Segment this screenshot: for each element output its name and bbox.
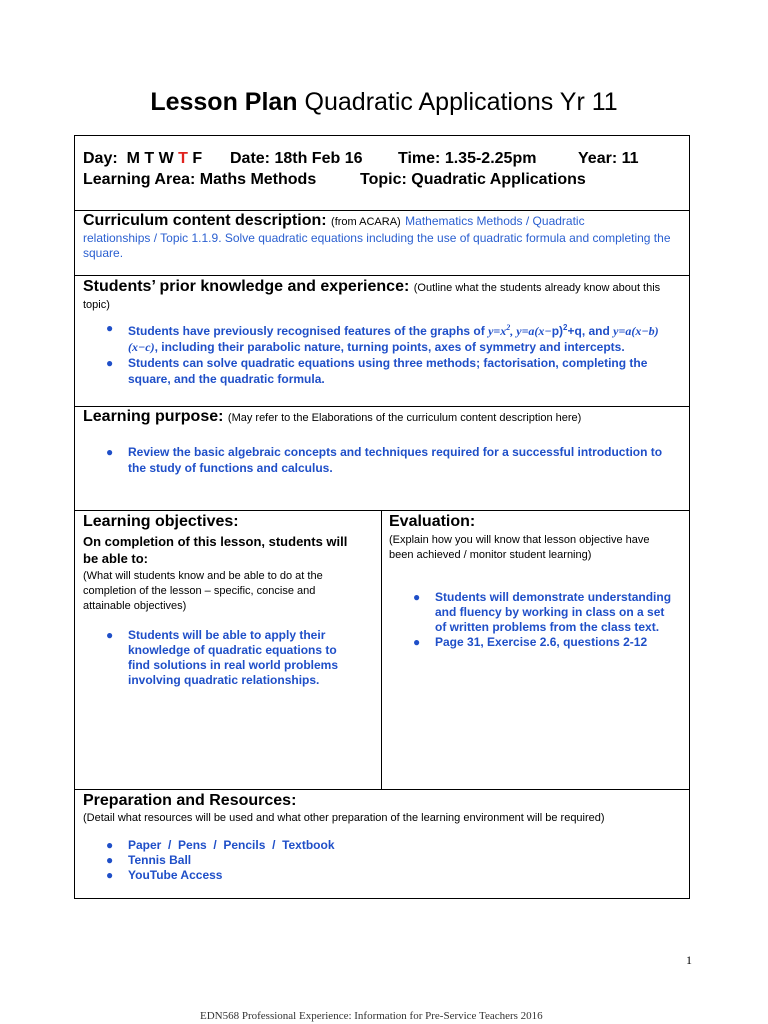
page-number: 1 — [686, 953, 692, 967]
lesson-plan-table — [74, 135, 690, 899]
resources-note: (Detail what resources will be used and what other preparation of the learning environment will be required) — [83, 812, 605, 824]
evaluation-heading: Evaluation: — [389, 513, 476, 530]
list-item: ● Tennis Ball — [106, 853, 192, 867]
learning-purpose-section — [83, 408, 683, 476]
list-item: ● Page 31, Exercise 2.6, questions 2-12 — [413, 635, 648, 649]
title-rest: Quadratic Applications Yr 11 — [304, 88, 618, 116]
curriculum-note: (from ACARA) — [331, 216, 401, 228]
date-field: Date: 18th Feb 16 — [230, 150, 363, 167]
bullet-icon: ● — [106, 628, 114, 642]
objectives-sub: On completion of this lesson, students will be able to: — [83, 534, 348, 566]
year-field: Year: 11 — [578, 150, 639, 167]
time-field: Time: 1.35-2.25pm — [398, 150, 537, 167]
curriculum-section — [83, 213, 683, 261]
column-divider — [381, 510, 382, 789]
header-section — [83, 150, 683, 210]
footer-text: EDN568 Professional Experience: Information for Pre-Service Teachers 2016 — [200, 1010, 543, 1022]
purpose-note: (May refer to the Elaborations of the curriculum content description here) — [227, 412, 582, 424]
objectives-heading: Learning objectives: — [83, 513, 239, 530]
evaluation-section — [389, 513, 684, 650]
list-item: ● Students have previously recognised features of the graphs of $y=x^2$, $y=a(x-p)^2+q$, and y=a(x−b)(x−c), including their parabolic nature, turning points, axes of symmetry and intercepts. — [106, 321, 659, 354]
resources-heading: Preparation and Resources: — [83, 792, 297, 809]
resources-list — [106, 838, 683, 883]
objectives-section — [83, 513, 373, 688]
evaluation-note: (Explain how you will know that lesson objective have been achieved / monitor student learning) — [389, 534, 650, 561]
prior-knowledge-section — [83, 279, 683, 387]
title-bold: Lesson Plan — [150, 88, 298, 116]
list-item: ● Students will demonstrate understanding and fluency by working in class on a set of written problems from the class text. — [413, 590, 672, 634]
curriculum-heading: Curriculum content description: — [83, 212, 327, 229]
objectives-note: (What will students know and be able to do at the completion of the lesson – specific, concise and attainable objectives) — [83, 570, 323, 612]
bullet-icon: ● — [106, 321, 114, 335]
list-item: ● YouTube Access — [106, 868, 223, 882]
curriculum-text: Solve quadratic equations including the use of quadratic formula and completing the square. — [83, 231, 671, 260]
divider — [75, 510, 689, 511]
curriculum-link-1: Mathematics Methods / Quadratic — [405, 214, 585, 228]
bullet-icon: ● — [106, 445, 114, 459]
topic-field: Topic: Quadratic Applications — [360, 171, 586, 188]
purpose-list — [106, 444, 676, 476]
prior-note: (Outline what the students already know about this topic) — [83, 282, 661, 311]
resources-section — [83, 792, 683, 883]
purpose-heading: Learning purpose: — [83, 408, 224, 425]
bullet-icon: ● — [106, 868, 114, 882]
list-item: ● Review the basic algebraic concepts and techniques required for a successful introduction to the study of functions and calculus. — [106, 445, 663, 475]
bullet-icon: ● — [413, 590, 421, 604]
divider — [75, 210, 689, 211]
bullet-icon: ● — [106, 356, 114, 370]
divider — [75, 789, 689, 790]
page-title — [0, 88, 768, 117]
list-item: ● Students will be able to apply their knowledge of quadratic equations to find solutions in real world problems involving quadratic relationships. — [106, 628, 339, 687]
list-item: ● Students can solve quadratic equations using three methods; factorisation, completing the square, and the quadratic formula. — [106, 356, 648, 386]
day-field: Day: M T W T F — [83, 150, 203, 167]
learning-area-field: Learning Area: Maths Methods — [83, 171, 317, 188]
prior-heading: Students’ prior knowledge and experience: — [83, 278, 410, 295]
bullet-icon: ● — [106, 838, 114, 852]
evaluation-list — [413, 590, 673, 650]
list-item: ● Paper / Pens / Pencils / Textbook — [106, 838, 335, 852]
prior-list — [106, 320, 673, 387]
objectives-list — [106, 628, 358, 688]
bullet-icon: ● — [413, 635, 421, 649]
bullet-icon: ● — [106, 853, 114, 867]
divider — [75, 406, 689, 407]
current-day: T — [178, 150, 188, 167]
divider — [75, 275, 689, 276]
curriculum-link-2: relationships / Topic 1.1.9. — [83, 231, 222, 245]
